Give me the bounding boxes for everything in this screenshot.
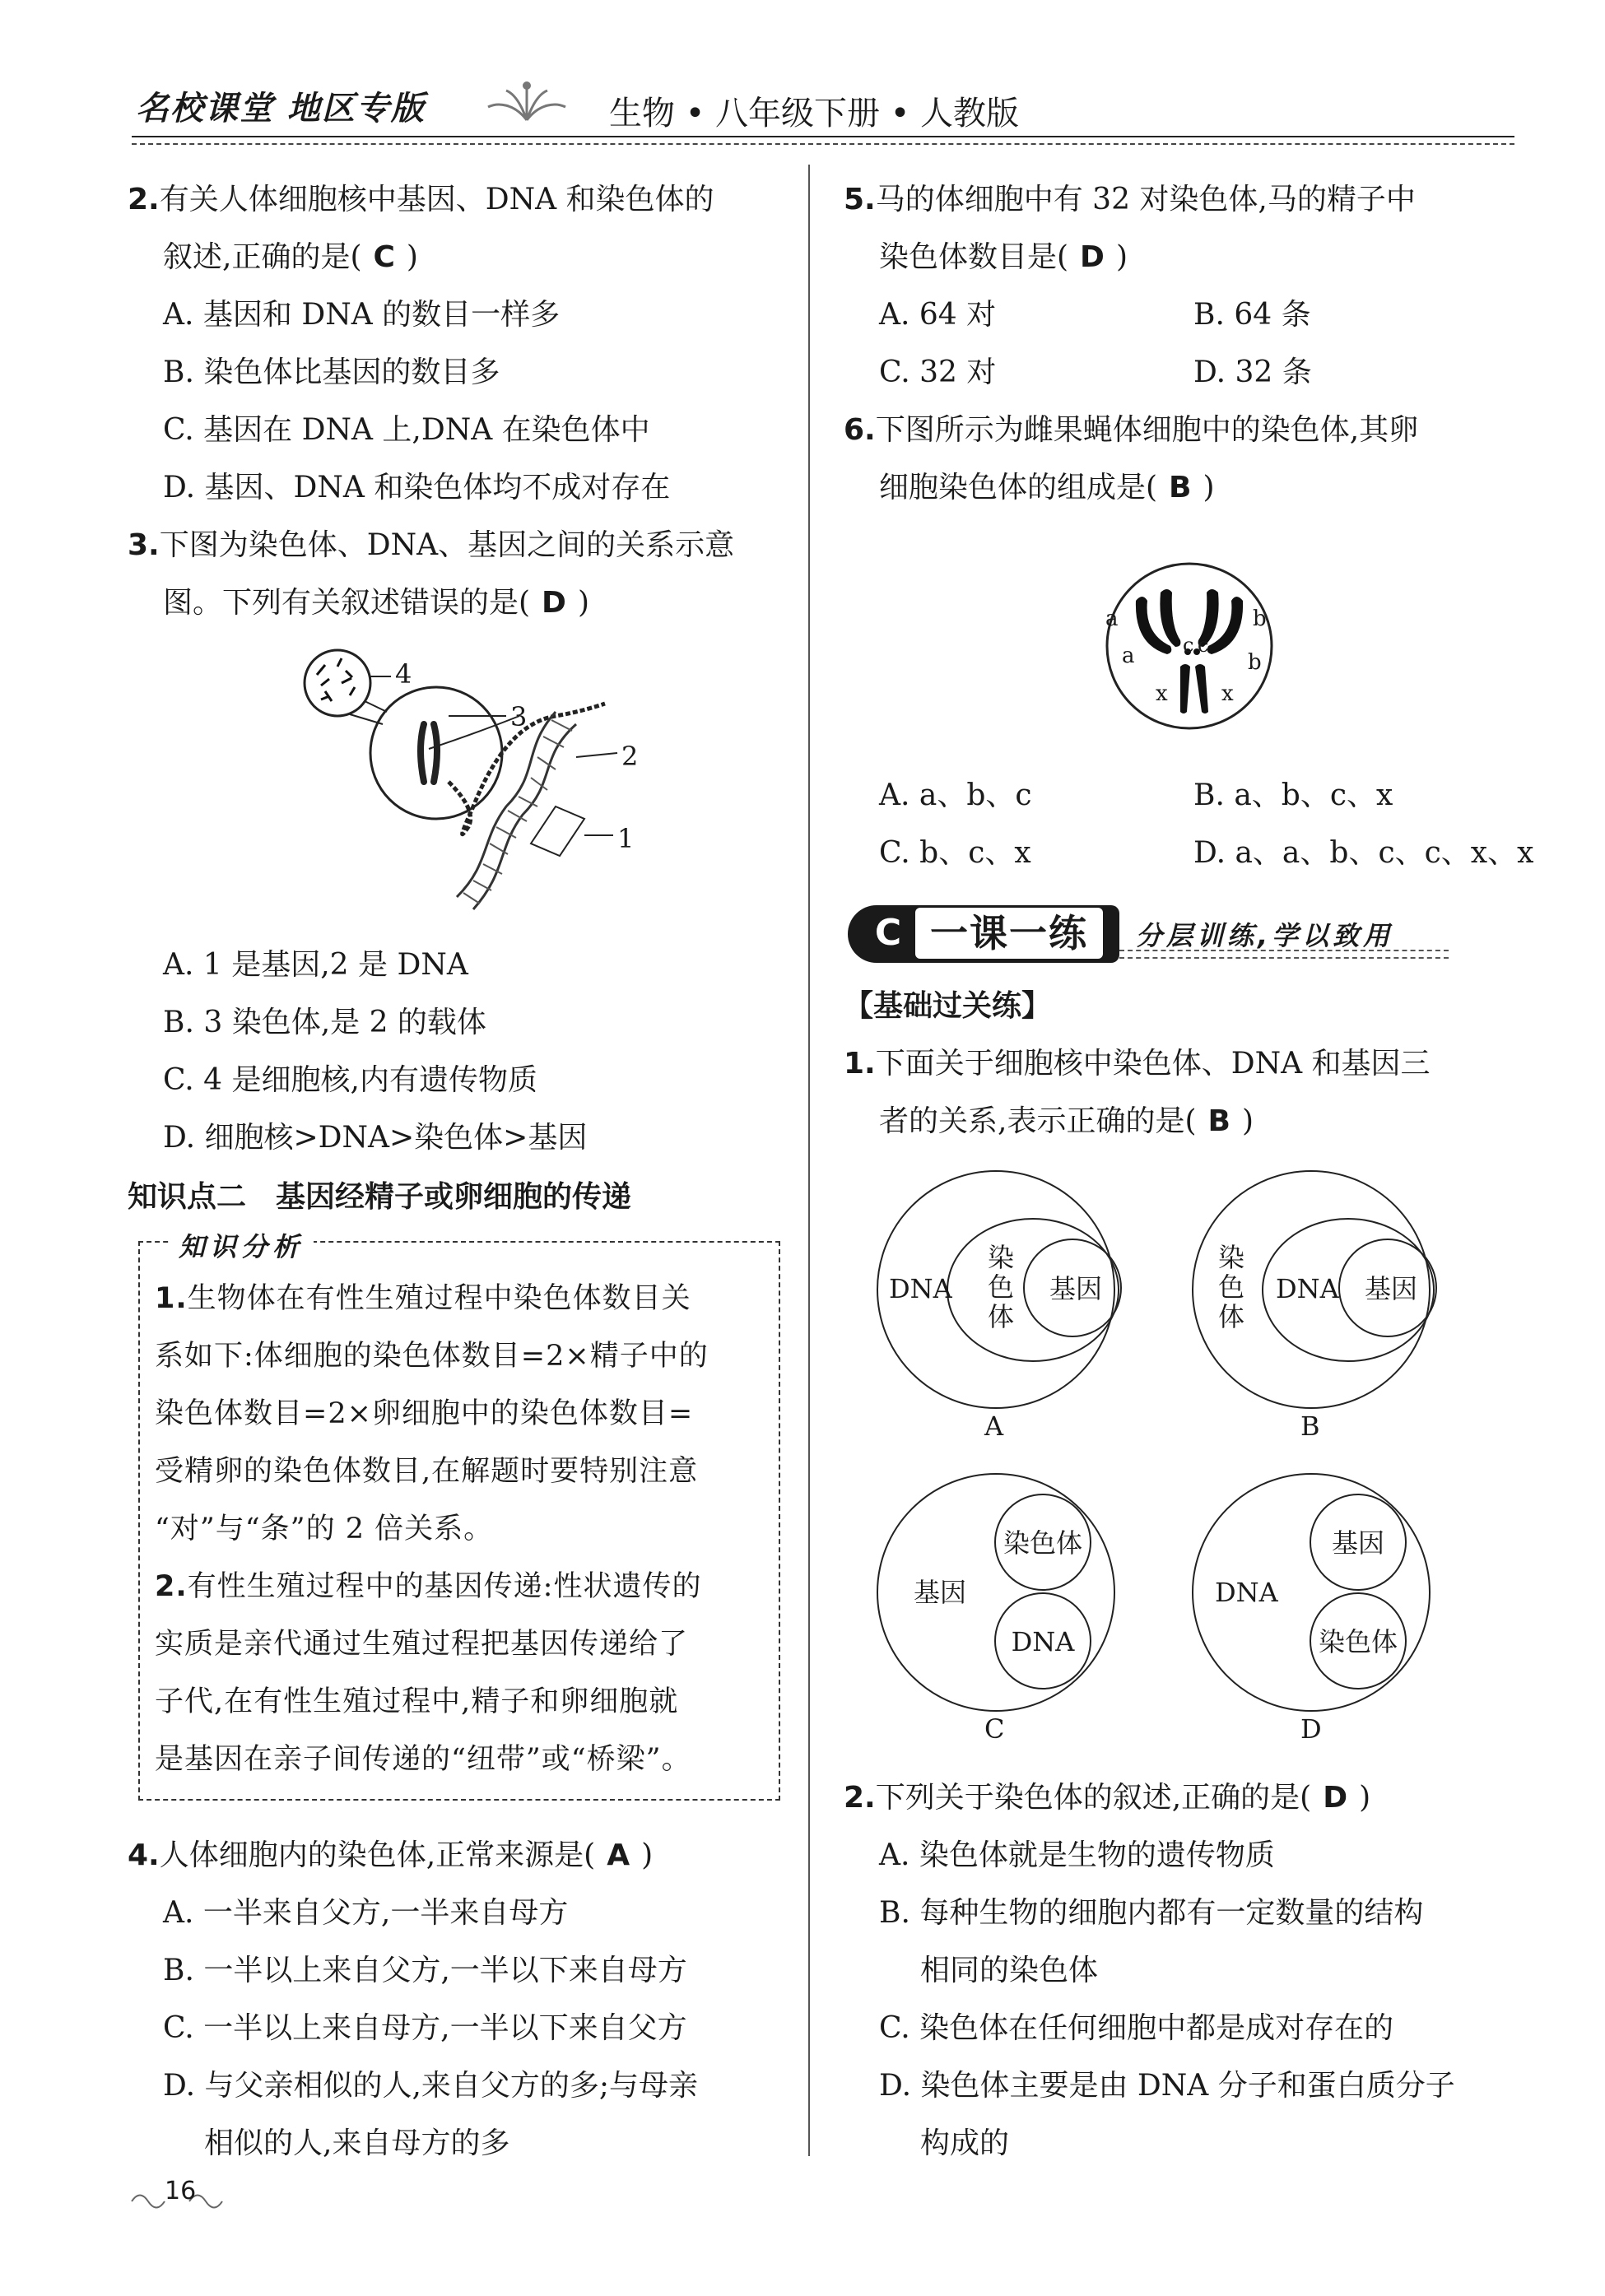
option-a: A. a、b、c xyxy=(879,779,1032,812)
question-stem: 者的关系,表示正确的是( xyxy=(879,1104,1197,1138)
option-d-continued: 构成的 xyxy=(920,2126,1010,2160)
question-stem: 细胞染色体的组成是( xyxy=(879,471,1158,504)
analysis-text: 子代,在有性生殖过程中,精子和卵细胞就 xyxy=(155,1685,679,1718)
answer-mark: B xyxy=(1207,1104,1230,1138)
venn-inner-label: 基因 xyxy=(1365,1273,1418,1304)
venn-outer-label: 基因 xyxy=(914,1577,967,1608)
option-b: B. 64 条 xyxy=(1193,298,1311,332)
option-b: B. 染色体比基因的数目多 xyxy=(163,356,500,389)
analysis-text: 实质是亲代通过生殖过程把基因传递给了 xyxy=(155,1628,689,1661)
question-stem: 马的体细胞中有 32 对染色体,马的精子中 xyxy=(875,183,1416,216)
venn-top-label: 染色体 xyxy=(1003,1527,1082,1559)
paragraph-number: 1. xyxy=(155,1282,188,1315)
header-book-info: 生物 • 八年级下册 • 人教版 xyxy=(609,95,1020,132)
header-rule xyxy=(132,136,1514,137)
answer-mark: D xyxy=(542,586,566,620)
question-stem: 有关人体细胞核中基因、DNA 和染色体的 xyxy=(159,183,714,216)
paragraph-number: 2. xyxy=(155,1570,188,1603)
venn-top-label: 基因 xyxy=(1331,1527,1384,1559)
option-b: B. a、b、c、x xyxy=(1193,779,1393,812)
question-stem: 下图所示为雌果蝇体细胞中的染色体,其卵 xyxy=(875,413,1419,447)
analysis-text: 有性生殖过程中的基因传递:性状遗传的 xyxy=(187,1570,702,1603)
diagram-label-4: 4 xyxy=(395,658,412,690)
section-badge-letter: C xyxy=(874,912,902,954)
venn-bottom-label: DNA xyxy=(1011,1626,1075,1657)
question-stem: 叙述,正确的是( xyxy=(163,240,362,274)
question-stem: 下图为染色体、DNA、基因之间的关系示意 xyxy=(159,528,735,562)
chromosome-label-b: b xyxy=(1248,650,1262,675)
basic-practice-title: 【基础过关练】 xyxy=(844,989,1052,1023)
venn-outer-label: DNA xyxy=(1215,1577,1278,1608)
close-paren: ) xyxy=(577,586,589,620)
analysis-text: “对”与“条”的 2 倍关系。 xyxy=(155,1513,494,1545)
option-a: A. 染色体就是生物的遗传物质 xyxy=(879,1838,1275,1872)
answer-mark: C xyxy=(373,240,395,274)
section-subtitle: 分层训练,学以致用 xyxy=(1136,920,1394,951)
venn-caption: B xyxy=(1300,1411,1320,1442)
question-number: 2. xyxy=(844,1781,876,1815)
section-rule xyxy=(1119,950,1449,951)
chromosome-label-x: x xyxy=(1156,681,1168,706)
question-number: 5. xyxy=(844,183,876,216)
option-d: D. 染色体主要是由 DNA 分子和蛋白质分子 xyxy=(879,2069,1455,2103)
analysis-text: 系如下: xyxy=(155,1340,254,1373)
section-title: 一课一练 xyxy=(915,908,1103,959)
chromosome-label-c: c xyxy=(1183,634,1194,657)
option-c: C. 4 是细胞核,内有遗传物质 xyxy=(163,1063,537,1097)
close-paren: ) xyxy=(1359,1781,1371,1815)
option-c: C. 染色体在任何细胞中都是成对存在的 xyxy=(879,2011,1394,2045)
answer-mark: B xyxy=(1169,471,1192,504)
question-number: 2. xyxy=(128,183,160,216)
venn-mid-label: 染色体 xyxy=(987,1242,1014,1332)
option-d: D. 细胞核>DNA>染色体>基因 xyxy=(163,1121,588,1155)
option-d: D. 32 条 xyxy=(1193,356,1312,389)
question-stem: 下面关于细胞核中染色体、DNA 和基因三 xyxy=(875,1047,1431,1081)
analysis-text: 受精卵的染色体数目,在解题时要特别注意 xyxy=(155,1455,699,1488)
analysis-text: 体细胞的染色体数目=2×精子中的 xyxy=(254,1340,709,1373)
question-stem: 人体细胞内的染色体,正常来源是( xyxy=(159,1838,596,1872)
venn-outer-label: 染色体 xyxy=(1217,1242,1244,1332)
option-c: C. 一半以上来自母方,一半以下来自父方 xyxy=(163,2011,687,2045)
answer-mark: D xyxy=(1323,1781,1348,1815)
venn-caption: A xyxy=(984,1411,1004,1442)
knowledge-point-title: 知识点二 基因经精子或卵细胞的传递 xyxy=(128,1180,632,1214)
question-stem: 图。下列有关叙述错误的是( xyxy=(163,586,531,620)
header-series-title: 名校课堂 地区专版 xyxy=(136,90,426,128)
header-rule-dashed xyxy=(132,143,1514,145)
question-stem: 下列关于染色体的叙述,正确的是( xyxy=(875,1781,1312,1815)
option-d-continued: 相似的人,来自母方的多 xyxy=(204,2126,510,2160)
question-number: 6. xyxy=(844,413,876,447)
question-number: 3. xyxy=(128,528,160,562)
option-c: C. 基因在 DNA 上,DNA 在染色体中 xyxy=(163,413,650,447)
chromosome-label-a: a xyxy=(1122,644,1135,668)
option-b: B. 3 染色体,是 2 的载体 xyxy=(163,1006,486,1039)
option-b: B. 一半以上来自父方,一半以下来自母方 xyxy=(163,1954,687,1987)
answer-mark: A xyxy=(607,1838,630,1872)
diagram-label-3: 3 xyxy=(510,701,528,732)
option-a: A. 1 是基因,2 是 DNA xyxy=(163,948,468,982)
column-divider xyxy=(808,165,810,2156)
question-stem: 染色体数目是( xyxy=(879,240,1069,274)
question-number: 4. xyxy=(128,1838,160,1872)
option-a: A. 基因和 DNA 的数目一样多 xyxy=(163,298,561,332)
venn-caption: C xyxy=(984,1713,1005,1745)
option-b-continued: 相同的染色体 xyxy=(920,1954,1099,1987)
option-d: D. a、a、b、c、c、x、x xyxy=(1193,836,1534,870)
venn-outer-label: DNA xyxy=(889,1273,952,1304)
question-number: 1. xyxy=(844,1047,876,1081)
diagram-label-1: 1 xyxy=(617,823,635,854)
diagram-label-2: 2 xyxy=(621,741,639,772)
close-paren: ) xyxy=(406,240,418,274)
option-d: D. 与父亲相似的人,来自父方的多;与母亲 xyxy=(163,2069,699,2103)
header-ornament-icon xyxy=(482,79,572,128)
analysis-text: 是基因在亲子间传递的“纽带”或“桥梁”。 xyxy=(155,1743,691,1776)
option-b: B. 每种生物的细胞内都有一定数量的结构 xyxy=(879,1896,1424,1930)
venn-mid-label: DNA xyxy=(1276,1273,1339,1304)
close-paren: ) xyxy=(641,1838,654,1872)
section-rule xyxy=(1119,957,1449,959)
venn-caption: D xyxy=(1300,1713,1322,1745)
dna-chromosome-diagram xyxy=(292,634,663,922)
chromosome-label-c: c xyxy=(1198,634,1209,657)
option-d: D. 基因、DNA 和染色体均不成对存在 xyxy=(163,471,671,504)
venn-inner-label: 基因 xyxy=(1049,1273,1103,1304)
chromosome-label-a: a xyxy=(1105,607,1119,631)
option-c: C. b、c、x xyxy=(879,836,1031,870)
venn-bottom-label: 染色体 xyxy=(1318,1626,1398,1657)
chromosome-label-b: b xyxy=(1253,607,1267,631)
analysis-title: 知识分析 xyxy=(169,1226,314,1264)
close-paren: ) xyxy=(1115,240,1128,274)
close-paren: ) xyxy=(1203,471,1215,504)
option-a: A. 一半来自父方,一半来自母方 xyxy=(163,1896,569,1930)
answer-mark: D xyxy=(1080,240,1105,274)
chromosome-label-x: x xyxy=(1221,681,1234,706)
option-a: A. 64 对 xyxy=(879,298,997,332)
option-c: C. 32 对 xyxy=(879,356,997,389)
close-paren: ) xyxy=(1241,1104,1254,1138)
page-number: 16 xyxy=(165,2177,197,2205)
analysis-text: 生物体在有性生殖过程中染色体数目关 xyxy=(187,1282,691,1315)
analysis-text: 染色体数目=2×卵细胞中的染色体数目= xyxy=(155,1397,694,1430)
